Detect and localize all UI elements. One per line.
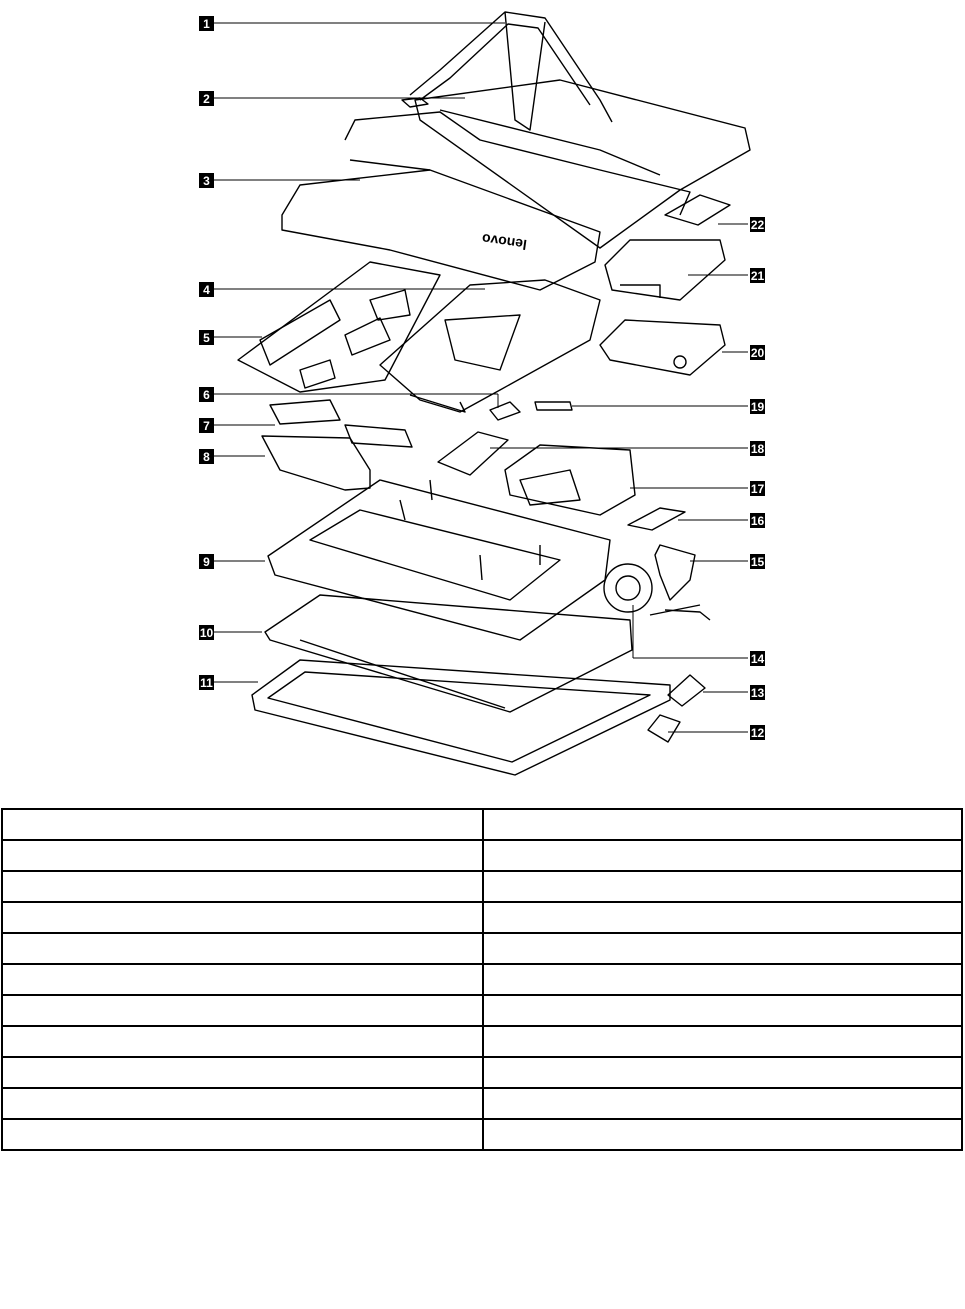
- callout-label: 6: [203, 388, 210, 402]
- hdd-cage-part: [505, 445, 635, 515]
- callout-21: [750, 268, 765, 283]
- table-cell: [483, 1057, 962, 1088]
- callout-9: [199, 554, 214, 569]
- wifi-card-part: [648, 715, 680, 742]
- table-cell: [2, 964, 483, 995]
- callout-label: 17: [750, 482, 765, 496]
- table-row: [2, 840, 962, 871]
- callout-label: 20: [750, 346, 765, 360]
- parts-table: [1, 808, 963, 1151]
- table-row: [2, 933, 962, 964]
- small-board-part: [490, 402, 520, 420]
- front-bezel-part: [252, 660, 670, 775]
- table-cell: [2, 1026, 483, 1057]
- table-row: [2, 964, 962, 995]
- io-bracket-part: [262, 436, 370, 490]
- callout-label: 9: [203, 555, 210, 569]
- table-row: [2, 1119, 962, 1150]
- switch-board-part: [535, 402, 572, 410]
- callout-label: 2: [203, 92, 210, 106]
- callout-label: 14: [750, 652, 765, 666]
- lcd-panel-part: [265, 595, 632, 712]
- callout-label: 8: [203, 450, 210, 464]
- callout-label: 13: [750, 686, 765, 700]
- callout-4: [199, 282, 214, 297]
- table-row: [2, 1057, 962, 1088]
- callout-label: 1: [203, 17, 210, 31]
- callout-8: [199, 449, 214, 464]
- table-cell: [483, 995, 962, 1026]
- converter-board-part: [665, 195, 730, 225]
- table-cell: [483, 871, 962, 902]
- callout-15: [750, 554, 765, 569]
- callout-10: [199, 625, 214, 640]
- callout-19: [750, 399, 765, 414]
- memory-card-part: [668, 675, 705, 706]
- table-row: [2, 871, 962, 902]
- motherboard-part: [238, 262, 440, 392]
- callout-22: [750, 217, 765, 232]
- callout-20: [750, 345, 765, 360]
- callout-label: 18: [750, 442, 765, 456]
- table-cell: [2, 933, 483, 964]
- table-cell: [2, 902, 483, 933]
- callout-label: 19: [750, 400, 765, 414]
- table-row: [2, 809, 962, 840]
- card-part: [438, 432, 508, 475]
- table-cell: [2, 1057, 483, 1088]
- midplate-part: [268, 480, 610, 640]
- callout-label: 15: [750, 555, 765, 569]
- callout-label: 22: [750, 218, 765, 232]
- drive-bracket-part: [605, 240, 725, 300]
- table-cell: [483, 933, 962, 964]
- callout-badges: [199, 16, 765, 740]
- callout-label: 11: [200, 676, 213, 690]
- logo-text: lenovo: [480, 230, 528, 254]
- table-cell: [483, 809, 962, 840]
- callout-2: [199, 91, 214, 106]
- callout-5: [199, 330, 214, 345]
- callout-label: 10: [199, 626, 214, 640]
- callout-label: 3: [203, 174, 210, 188]
- table-cell: [2, 1088, 483, 1119]
- table-row: [2, 1088, 962, 1119]
- callout-label: 12: [750, 726, 765, 740]
- card-reader-part: [628, 508, 685, 530]
- table-cell: [2, 995, 483, 1026]
- table-cell: [483, 1119, 962, 1150]
- callout-14: [750, 651, 765, 666]
- callout-label: 21: [750, 269, 765, 283]
- table-cell: [483, 902, 962, 933]
- callout-label: 4: [203, 283, 210, 297]
- callout-label: 5: [203, 331, 210, 345]
- table-cell: [2, 840, 483, 871]
- callout-13: [750, 685, 765, 700]
- table-cell: [483, 1026, 962, 1057]
- callout-label: 16: [750, 514, 765, 528]
- table-cell: [2, 809, 483, 840]
- callout-7: [199, 418, 214, 433]
- chassis-frame-part: [380, 280, 600, 412]
- callout-17: [750, 481, 765, 496]
- table-cell: [483, 1088, 962, 1119]
- leader-lines: [213, 23, 748, 732]
- table-row: [2, 1026, 962, 1057]
- heatsink-part: [650, 545, 710, 620]
- callout-18: [750, 441, 765, 456]
- callout-12: [750, 725, 765, 740]
- optical-drive-part: [600, 320, 725, 375]
- table-cell: [483, 964, 962, 995]
- callout-3: [199, 173, 214, 188]
- middle-cover-part: [282, 112, 690, 290]
- parts-table-body: [2, 809, 962, 1150]
- table-cell: [2, 1119, 483, 1150]
- rear-cover-part: [415, 80, 750, 248]
- callout-16: [750, 513, 765, 528]
- table-cell: [483, 840, 962, 871]
- callout-11: [199, 675, 214, 690]
- table-cell: [2, 871, 483, 902]
- table-row: [2, 902, 962, 933]
- table-row: [2, 995, 962, 1026]
- fan-part: [604, 564, 652, 612]
- callout-1: [199, 16, 214, 31]
- callout-6: [199, 387, 214, 402]
- callout-label: 7: [203, 419, 210, 433]
- speakers-part: [270, 400, 412, 447]
